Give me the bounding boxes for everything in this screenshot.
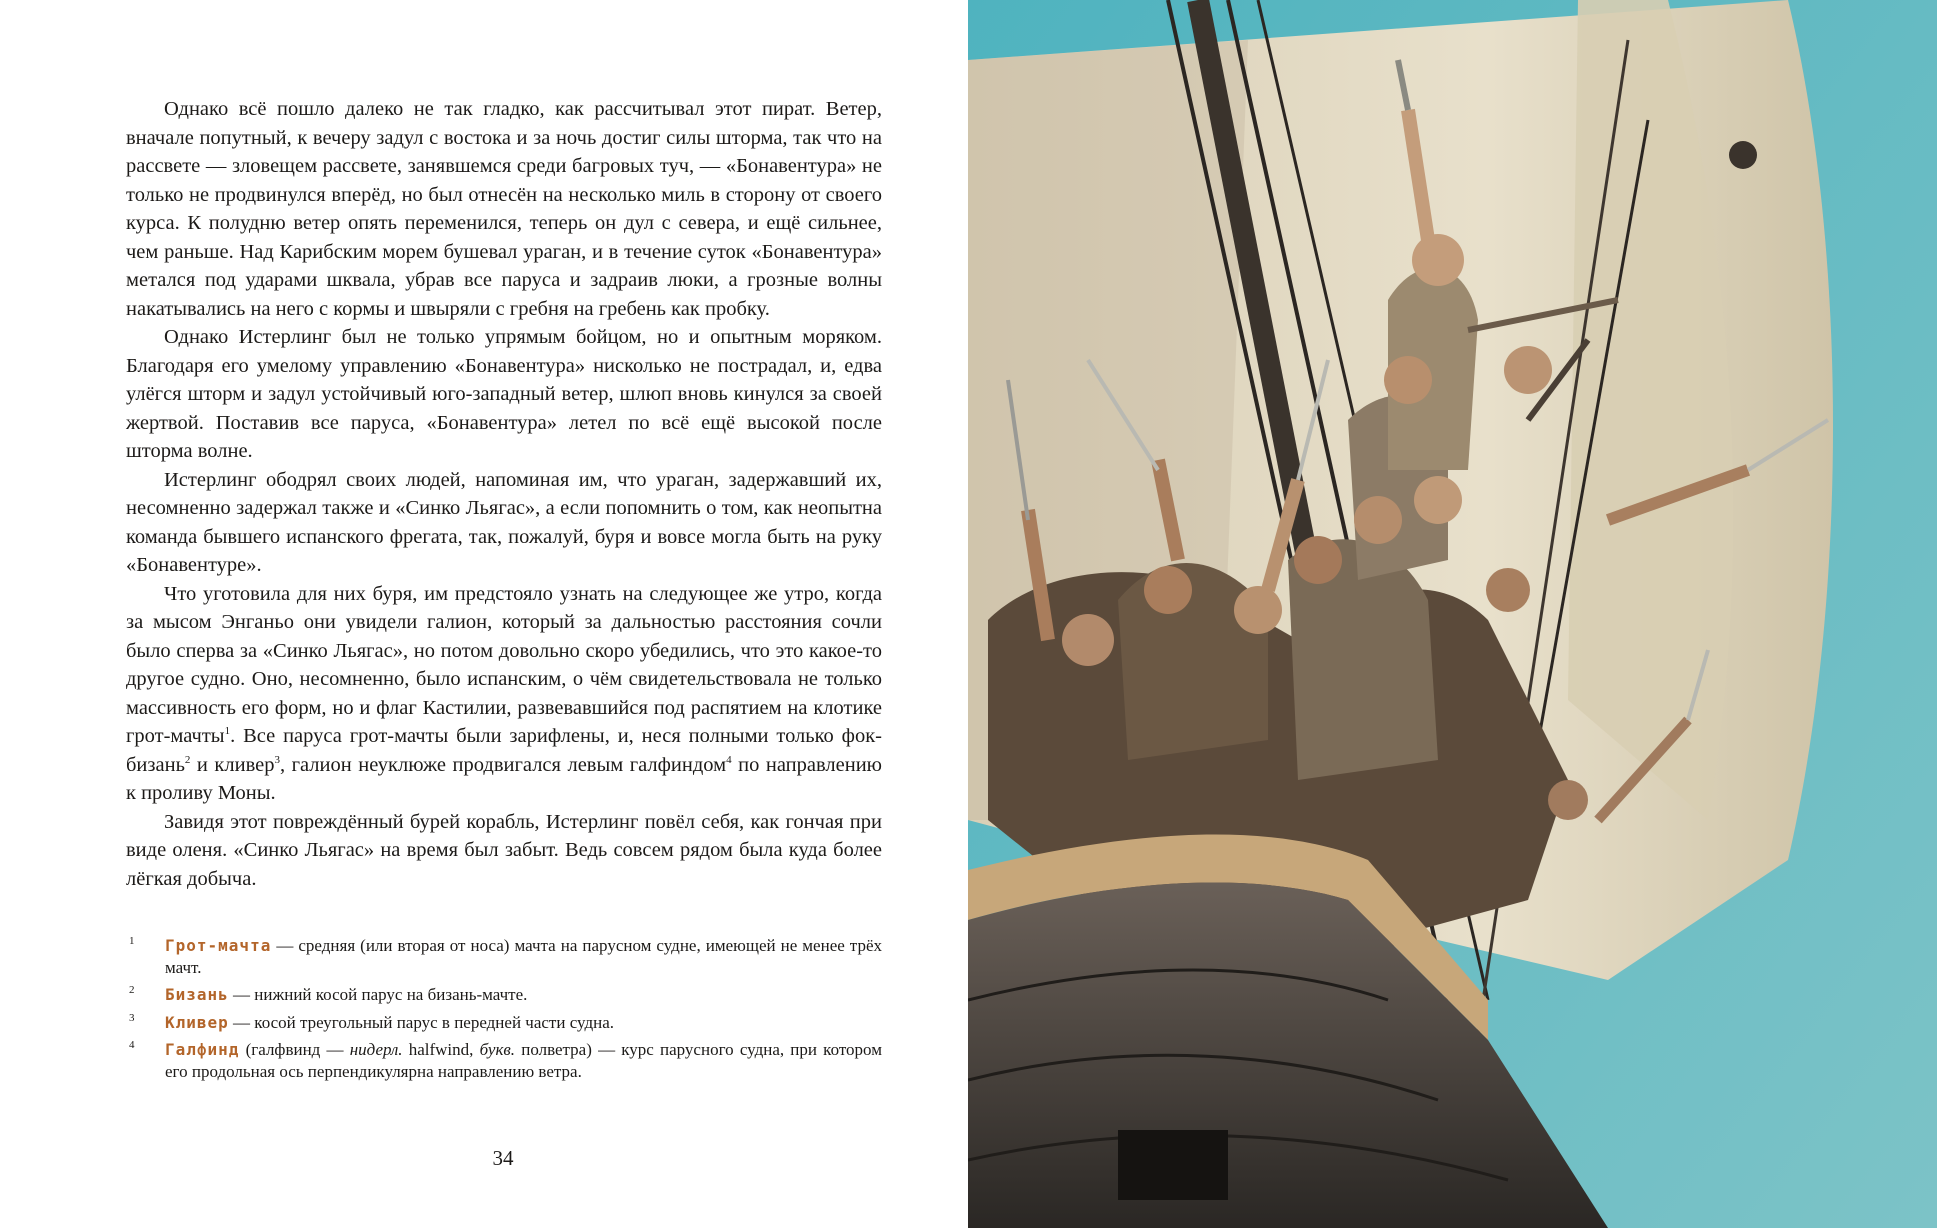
paragraph-3: Истерлинг ободрял своих людей, напоминая им, что ураган, задержавший их, несомненно задержал также и «Синко Льягас», а если попомнить о том, как неопытна команда бывшего испанского фрегата, так, пожалуй, буря и вовсе могла быть на руку «Бонавентуре». bbox=[126, 468, 882, 576]
paragraph-1: Однако всё пошло далеко не так гладко, как рассчитывал этот пират. Ветер, вначале попутный, к вечеру задул с востока и за ночь достиг силы шторма, так что на рассвете — зловещем рассвете, занявшемся среди багровых туч, — «Бонавентура» не только не продвинулся вперёд, но был отнесён на несколько миль в сторону от своего курса. К полудню ветер опять переменился, теперь он дул с севера, и ещё сильнее, чем раньше. Над Карибским морем бушевал ураган, и в течение суток «Бонавентура» метался под ударами шквала, убрав все паруса и задраив люки, а грозные волны накатывались на него с кормы и швыряли с гребня на гребень как пробку. bbox=[126, 98, 882, 320]
footnote-1 bbox=[126, 935, 882, 978]
footnote-abbrev-bukv: букв. bbox=[479, 1040, 516, 1059]
paragraph-4 bbox=[126, 580, 882, 808]
paragraph-2: Однако Истерлинг был не только упрямым бойцом, но и опытным моряком. Благодаря его умелому управлению «Бонавентура» нисколько не пострадал, и, едва улёгся шторм и задул устойчивый юго-западный ветер, шлюп вновь кинулся за своей жертвой. Поставив все паруса, «Бонавентура» летел по всё ещё высокой после шторма волне. bbox=[126, 326, 882, 462]
footnote-text-mid: halfwind, bbox=[402, 1040, 480, 1059]
footnote-text: — нижний косой парус на бизань-мачте. bbox=[228, 985, 528, 1004]
gun-port bbox=[1118, 1130, 1228, 1200]
paragraph-4-part-d: , галион неуклюже продвигался левым галфиндом bbox=[279, 753, 727, 776]
illustration-pirates-on-ship-bow bbox=[968, 0, 1937, 1228]
footnote-number: 2 bbox=[129, 984, 135, 996]
footnote-number: 3 bbox=[129, 1011, 135, 1024]
footnote-number: 4 bbox=[129, 1039, 135, 1051]
paragraph-4-part-a: Что уготовила для них буря, им предстояло узнать на следующее же утро, когда за мысом Энганьо они увидели галион, который за дальностью расстояния сочли было сперва за «Синко Льягас», но потом довольно скоро убедились, что это какое-то другое судно. Оно, несомненно, было испанским, о чём свидетельствовала не только массивность его форм, но и флаг Кастилии, развевавшийся под распятием на клотике грот-мачты bbox=[126, 582, 882, 747]
footnote-text: полветра) — курс парусного судна, при котором его продольная ось перпендикулярна направлению ветра. bbox=[165, 1040, 882, 1081]
footnote-2 bbox=[126, 984, 882, 1006]
footnote-term: Грот-мачта bbox=[165, 936, 272, 955]
page-number: 34 bbox=[492, 1146, 514, 1170]
paragraph-5: Завидя этот повреждённый бурей корабль, Истерлинг повёл себя, как гончая при виде оленя. «Синко Льягас» на время был забыт. Ведь совсем рядом была куда более лёгкая добыча. bbox=[126, 810, 882, 890]
paragraph-4-part-c: и кливер bbox=[190, 753, 275, 776]
pulley bbox=[1729, 141, 1757, 169]
footnote-number: 1 bbox=[129, 935, 135, 947]
footnote-ref-4: 4 bbox=[726, 753, 732, 766]
footnote-ref-1: 1 bbox=[224, 725, 231, 738]
footnote-term: Галфинд bbox=[165, 1040, 240, 1059]
footnote-abbrev-nidl: нидерл. bbox=[349, 1040, 403, 1059]
paragraph-4-part-b: . Все паруса грот-мачты были зарифлены, и, неся полными только фок-бизань bbox=[126, 725, 882, 776]
footnote-term: Кливер bbox=[165, 1012, 229, 1032]
footnote-4 bbox=[126, 1039, 882, 1082]
footnote-text-pre: (галфвинд — bbox=[239, 1040, 350, 1059]
footnotes bbox=[126, 935, 882, 1088]
footnote-ref-3: 3 bbox=[274, 753, 280, 766]
footnote-term: Бизань bbox=[165, 985, 229, 1004]
footnote-text: — средняя (или вторая от носа) мачта на парусном судне, имеющей не менее трёх мачт. bbox=[165, 936, 882, 977]
illustration-svg bbox=[968, 0, 1937, 1228]
left-page bbox=[0, 0, 968, 1228]
footnote-ref-2: 2 bbox=[184, 753, 191, 766]
paragraph-4-part-e: по направлению к проливу Моны. bbox=[126, 753, 882, 804]
footnote-3 bbox=[126, 1012, 882, 1034]
main-text bbox=[126, 95, 882, 893]
footnote-text: — косой треугольный парус в передней части судна. bbox=[228, 1012, 615, 1032]
